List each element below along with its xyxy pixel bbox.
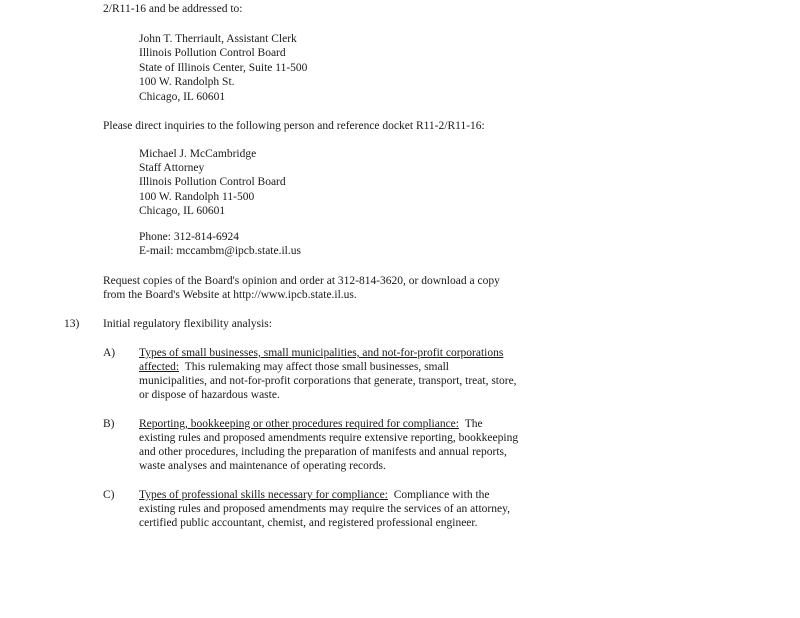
item-c-letter: C) — [103, 489, 115, 501]
copies-line2: from the Board's Website at http://www.ipcb.state.il.us. — [103, 289, 357, 301]
item-c-heading: Types of professional skills necessary for compliance: — [139, 489, 388, 501]
item-c-line1 — [139, 488, 490, 502]
item-a-body-line1: This rulemaking may affect those small businesses, small — [184, 361, 450, 373]
item-b-letter: B) — [103, 418, 115, 430]
item-c-body-line3: certified public accountant, chemist, and registered professional engineer. — [139, 517, 478, 529]
clerk-name: John T. Therriault, Assistant Clerk — [139, 33, 297, 45]
item-b-heading: Reporting, bookkeeping or other procedures required for compliance: — [139, 418, 459, 430]
contact-email: E-mail: mccambm@ipcb.state.il.us — [139, 245, 301, 257]
item-c-body-line2: existing rules and proposed amendments may require the services of an attorney, — [139, 503, 510, 515]
clerk-org: Illinois Pollution Control Board — [139, 47, 286, 59]
contact-name: Michael J. McCambridge — [139, 148, 257, 160]
item-b-body-line1: The — [464, 418, 483, 430]
clerk-address-line2: 100 W. Randolph St. — [139, 76, 235, 88]
clerk-address-line1: State of Illinois Center, Suite 11-500 — [139, 62, 308, 74]
contact-phone: Phone: 312-814-6924 — [139, 231, 239, 243]
item-a-line2 — [139, 360, 449, 374]
item-a-heading-line1: Types of small businesses, small municipalities, and not-for-profit corporations — [139, 347, 504, 359]
item-b-body-line3: and other procedures, including the preparation of manifests and annual reports, — [139, 446, 507, 458]
contact-org: Illinois Pollution Control Board — [139, 176, 286, 188]
contact-address: 100 W. Randolph 11-500 — [139, 191, 255, 203]
section-13-title: Initial regulatory flexibility analysis: — [103, 318, 272, 330]
item-b-body-line4: waste analyses and maintenance of operating records. — [139, 460, 386, 472]
contact-title: Staff Attorney — [139, 162, 205, 174]
item-b-body-line2: existing rules and proposed amendments require extensive reporting, bookkeeping — [139, 432, 519, 444]
contact-city: Chicago, IL 60601 — [139, 205, 226, 217]
item-a-heading-line2: affected: — [139, 361, 180, 373]
item-b-line1 — [139, 417, 483, 431]
clerk-city: Chicago, IL 60601 — [139, 91, 226, 103]
copies-line1: Request copies of the Board's opinion and order at 312-814-3620, or download a copy — [103, 275, 500, 287]
item-a-letter: A) — [103, 347, 116, 359]
intro-tail-text: 2/R11-16 and be addressed to: — [103, 3, 243, 15]
item-a-body-line2: municipalities, and not-for-profit corporations that generate, transport, treat, store, — [139, 375, 517, 387]
item-a-body-line3: or dispose of hazardous waste. — [139, 389, 280, 401]
item-c-body-line1: Compliance with the — [393, 489, 490, 501]
inquiries-text: Please direct inquiries to the following person and reference docket R11-2/R11-16: — [103, 120, 485, 132]
section-13-number: 13) — [64, 318, 80, 330]
